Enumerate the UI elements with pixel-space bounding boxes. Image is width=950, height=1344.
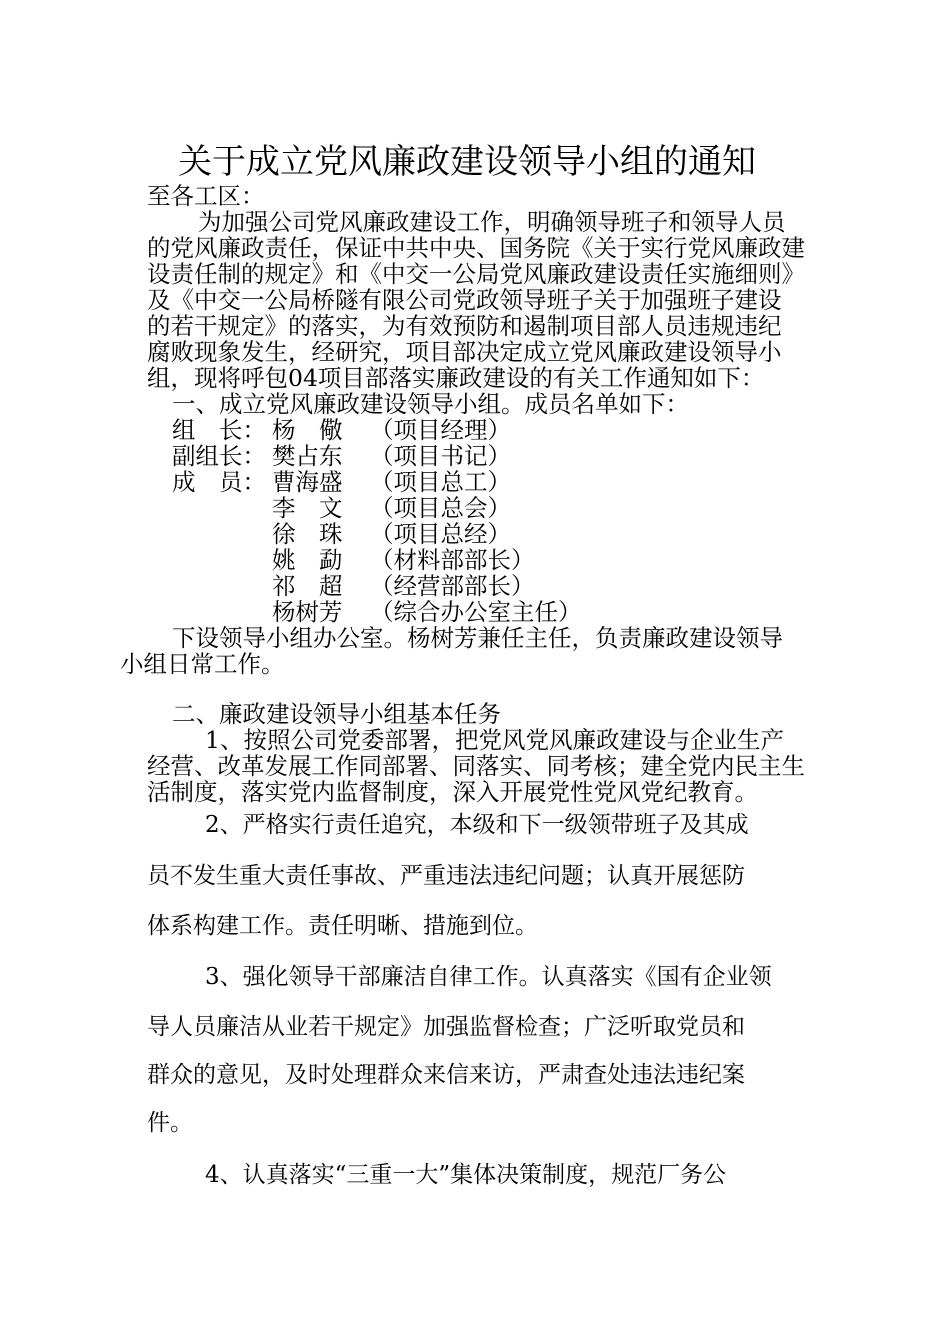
task3-line: 3、强化领导干部廉洁自律工作。认真落实《国有企业领	[205, 964, 772, 990]
intro-line: 及《中交一公局桥隧有限公司党政领导班子关于加强班子建设	[147, 286, 782, 314]
intro-line: 设责任制的规定》和《中交一公局党风廉政建设责任实施细则》	[147, 260, 805, 288]
task3-line: 群众的意见，及时处理群众来信来访，严肃查处违法违纪案	[147, 1062, 745, 1088]
member-name: 杨树芳	[272, 598, 343, 626]
task1-line: 1、按照公司党委部署，把党风党风廉政建设与企业生产	[205, 726, 784, 754]
member-name: 曹海盛	[272, 468, 343, 496]
document-title: 关于成立党风廉政建设领导小组的通知	[178, 142, 756, 182]
member-role: 成 员：	[172, 468, 266, 496]
task1-line: 活制度，落实党内监督制度，深入开展党性党风党纪教育。	[147, 778, 758, 806]
intro-line: 组，现将呼包04项目部落实廉政建设的有关工作通知如下：	[147, 364, 765, 392]
task2-line: 2、严格实行责任追究，本级和下一级领带班子及其成	[205, 812, 749, 838]
member-role: 组 长：	[172, 416, 266, 444]
office-line: 下设领导小组办公室。杨树芳兼任主任，负责廉政建设领导	[172, 624, 783, 652]
office-line: 小组日常工作。	[120, 650, 285, 678]
member-title: （综合办公室主任）	[370, 598, 582, 626]
member-name: 姚 勐	[272, 546, 343, 574]
member-name: 杨 儆	[272, 416, 343, 444]
intro-line: 腐败现象发生，经研究，项目部决定成立党风廉政建设领导小	[147, 338, 782, 366]
task2-line: 体系构建工作。责任明晰、措施到位。	[147, 913, 538, 939]
member-title: （项目经理）	[370, 416, 511, 444]
member-title: （经营部部长）	[370, 572, 535, 600]
salutation: 至各工区：	[147, 182, 265, 210]
member-name: 徐 珠	[272, 520, 343, 548]
member-title: （项目书记）	[370, 442, 511, 470]
member-title: （项目总工）	[370, 468, 511, 496]
member-title: （项目总经）	[370, 520, 511, 548]
member-title: （项目总会）	[370, 494, 511, 522]
task2-line: 员不发生重大责任事故、严重违法违纪问题；认真开展惩防	[147, 863, 745, 889]
task1-line: 经营、改革发展工作同部署、同落实、同考核；建全党内民主生	[147, 752, 805, 780]
member-name: 祁 超	[272, 572, 343, 600]
member-name: 樊占东	[272, 442, 343, 470]
member-name: 李 文	[272, 494, 343, 522]
task3-line: 导人员廉洁从业若干规定》加强监督检查；广泛听取党员和	[147, 1014, 745, 1040]
task4-line: 4、认真落实“三重一大”集体决策制度，规范厂务公	[205, 1162, 727, 1188]
member-role: 副组长：	[172, 442, 266, 470]
member-title: （材料部部长）	[370, 546, 535, 574]
section2-heading: 二、廉政建设领导小组基本任务	[172, 700, 501, 728]
section1-heading: 一、成立党风廉政建设领导小组。成员名单如下：	[172, 390, 689, 418]
task3-line: 件。	[147, 1110, 193, 1136]
intro-line: 的党风廉政责任，保证中共中央、国务院《关于实行党风廉政建	[147, 234, 805, 262]
intro-line: 的若干规定》的落实，为有效预防和遏制项目部人员违规违纪	[147, 312, 782, 340]
intro-line: 为加强公司党风廉政建设工作，明确领导班子和领导人员	[198, 208, 786, 236]
